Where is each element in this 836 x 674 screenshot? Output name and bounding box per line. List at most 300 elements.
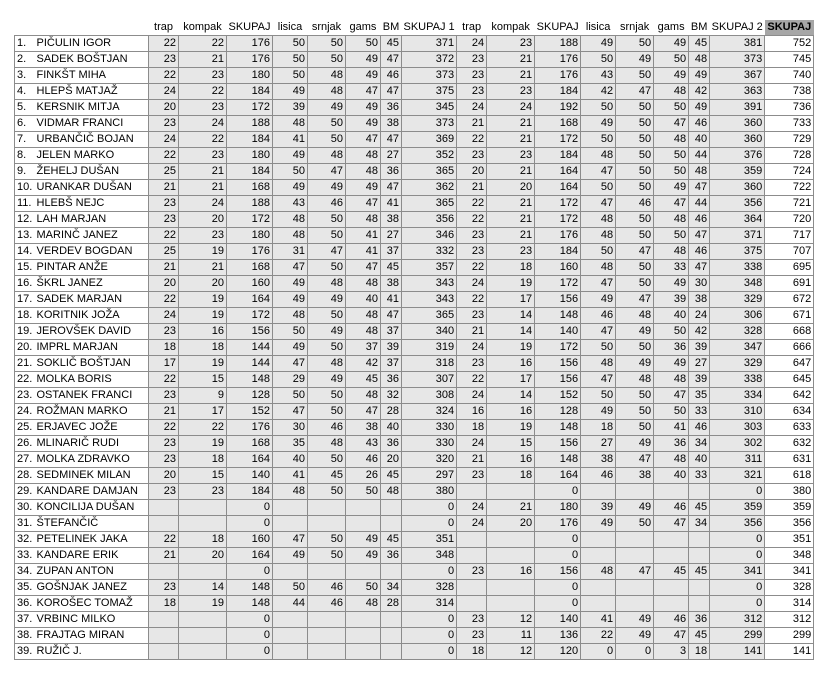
score-cell	[272, 516, 307, 532]
total-cell: 141	[765, 644, 814, 660]
score-cell: 19	[179, 596, 227, 612]
table-row	[15, 548, 814, 564]
score-cell	[307, 628, 345, 644]
score-cell: 23	[487, 36, 535, 52]
score-cell: 40	[272, 452, 307, 468]
score-cell	[380, 516, 401, 532]
score-cell: 356	[710, 516, 765, 532]
score-cell: 50	[616, 420, 654, 436]
score-cell	[654, 484, 689, 500]
rank-cell: 21.	[15, 356, 35, 372]
name-cell: HLEBŠ NEJC	[35, 196, 149, 212]
score-cell: 24	[149, 308, 179, 324]
score-cell: 34	[380, 580, 401, 596]
score-cell: 41	[654, 420, 689, 436]
score-cell: 375	[710, 244, 765, 260]
score-cell: 148	[535, 420, 581, 436]
score-cell: 168	[535, 116, 581, 132]
bm-1-header: BM	[380, 20, 401, 36]
score-cell: 48	[345, 308, 380, 324]
score-cell: 42	[689, 84, 710, 100]
score-cell: 36	[380, 100, 401, 116]
score-cell: 49	[581, 116, 616, 132]
name-cell: ŠTEFANČIČ	[35, 516, 149, 532]
score-cell: 48	[654, 84, 689, 100]
score-cell: 48	[581, 212, 616, 228]
score-cell: 33	[689, 404, 710, 420]
total-cell: 341	[765, 564, 814, 580]
score-cell: 48	[581, 260, 616, 276]
score-cell	[457, 548, 487, 564]
table-row	[15, 164, 814, 180]
score-cell: 128	[227, 388, 273, 404]
score-cell: 19	[487, 340, 535, 356]
score-cell: 48	[345, 276, 380, 292]
score-cell	[149, 612, 179, 628]
score-cell	[581, 484, 616, 500]
score-cell: 35	[689, 388, 710, 404]
score-cell: 45	[689, 36, 710, 52]
score-cell: 20	[179, 548, 227, 564]
score-cell: 0	[535, 548, 581, 564]
skupaj-2-header: SKUPAJ 2	[710, 20, 765, 36]
total-cell: 668	[765, 324, 814, 340]
score-cell: 47	[616, 292, 654, 308]
score-cell: 20	[487, 516, 535, 532]
total-cell: 642	[765, 388, 814, 404]
score-cell: 369	[401, 132, 456, 148]
score-cell: 299	[710, 628, 765, 644]
score-cell: 39	[581, 500, 616, 516]
rank-cell: 37.	[15, 612, 35, 628]
score-cell: 148	[227, 596, 273, 612]
score-cell: 50	[616, 212, 654, 228]
score-cell	[616, 580, 654, 596]
score-cell: 180	[535, 500, 581, 516]
score-cell: 3	[654, 644, 689, 660]
name-cell: JEROVŠEK DAVID	[35, 324, 149, 340]
score-cell: 19	[179, 356, 227, 372]
score-cell: 49	[616, 612, 654, 628]
score-cell: 49	[616, 436, 654, 452]
score-cell: 49	[307, 100, 345, 116]
score-cell: 23	[457, 468, 487, 484]
score-cell: 47	[581, 164, 616, 180]
score-cell: 29	[272, 372, 307, 388]
rank-cell: 7.	[15, 132, 35, 148]
score-cell: 176	[227, 36, 273, 52]
score-cell: 47	[654, 628, 689, 644]
score-cell: 357	[401, 260, 456, 276]
rank-cell: 17.	[15, 292, 35, 308]
rank-cell: 30.	[15, 500, 35, 516]
score-cell	[345, 500, 380, 516]
name-cell: MOLKA ZDRAVKO	[35, 452, 149, 468]
table-row	[15, 324, 814, 340]
score-cell: 47	[380, 132, 401, 148]
score-cell: 0	[227, 564, 273, 580]
name-cell: KANDARE ERIK	[35, 548, 149, 564]
score-cell: 49	[581, 36, 616, 52]
score-cell: 19	[179, 292, 227, 308]
score-cell	[616, 484, 654, 500]
table-row	[15, 452, 814, 468]
score-cell: 22	[457, 260, 487, 276]
score-cell: 144	[227, 340, 273, 356]
score-cell: 36	[654, 436, 689, 452]
lisica-1-header: lisica	[272, 20, 307, 36]
score-cell: 23	[149, 324, 179, 340]
score-cell	[149, 516, 179, 532]
score-cell: 50	[272, 68, 307, 84]
table-row	[15, 68, 814, 84]
score-cell: 25	[149, 164, 179, 180]
total-cell: 745	[765, 52, 814, 68]
score-cell: 37	[345, 340, 380, 356]
total-cell: 632	[765, 436, 814, 452]
score-cell: 50	[307, 404, 345, 420]
score-cell: 49	[345, 68, 380, 84]
score-cell: 15	[487, 436, 535, 452]
score-cell: 49	[345, 548, 380, 564]
score-cell: 38	[380, 116, 401, 132]
score-cell: 18	[149, 340, 179, 356]
rank-cell: 14.	[15, 244, 35, 260]
score-cell: 47	[689, 260, 710, 276]
score-cell: 46	[689, 420, 710, 436]
score-cell: 39	[689, 372, 710, 388]
score-cell: 0	[710, 532, 765, 548]
gams-1-header: gams	[345, 20, 380, 36]
score-cell: 50	[654, 100, 689, 116]
score-cell: 41	[345, 244, 380, 260]
score-cell: 50	[616, 116, 654, 132]
total-cell: 724	[765, 164, 814, 180]
rank-cell: 6.	[15, 116, 35, 132]
score-cell: 356	[401, 212, 456, 228]
score-cell: 18	[179, 452, 227, 468]
score-cell: 47	[616, 452, 654, 468]
score-cell: 19	[179, 244, 227, 260]
score-cell: 0	[581, 644, 616, 660]
score-cell: 50	[616, 68, 654, 84]
name-header	[35, 20, 149, 36]
name-cell: IMPRL MARJAN	[35, 340, 149, 356]
score-cell	[616, 548, 654, 564]
score-cell: 24	[689, 308, 710, 324]
score-cell: 356	[710, 196, 765, 212]
table-row	[15, 260, 814, 276]
score-cell: 14	[487, 388, 535, 404]
score-cell	[272, 612, 307, 628]
score-cell: 48	[272, 308, 307, 324]
trap-2-header: trap	[457, 20, 487, 36]
score-cell: 318	[401, 356, 456, 372]
score-cell: 21	[487, 500, 535, 516]
rank-cell: 5.	[15, 100, 35, 116]
score-cell: 351	[401, 532, 456, 548]
score-cell: 40	[380, 420, 401, 436]
score-cell: 23	[149, 436, 179, 452]
score-cell: 176	[227, 244, 273, 260]
table-row	[15, 180, 814, 196]
score-cell: 23	[457, 84, 487, 100]
score-cell: 24	[457, 516, 487, 532]
score-cell	[272, 644, 307, 660]
score-cell: 18	[179, 532, 227, 548]
name-cell: ZUPAN ANTON	[35, 564, 149, 580]
rank-cell: 13.	[15, 228, 35, 244]
kompak-1-header: kompak	[179, 20, 227, 36]
total-cell: 647	[765, 356, 814, 372]
rank-cell: 1.	[15, 36, 35, 52]
name-cell: SEDMINEK MILAN	[35, 468, 149, 484]
name-cell: ROŽMAN MARKO	[35, 404, 149, 420]
score-cell: 156	[535, 292, 581, 308]
score-cell: 49	[307, 180, 345, 196]
score-cell: 47	[345, 196, 380, 212]
score-cell: 365	[401, 164, 456, 180]
score-cell: 50	[307, 260, 345, 276]
score-cell: 23	[457, 356, 487, 372]
score-cell: 0	[227, 628, 273, 644]
score-cell: 48	[345, 164, 380, 180]
score-cell: 47	[380, 308, 401, 324]
score-cell: 164	[227, 452, 273, 468]
score-cell: 45	[689, 500, 710, 516]
score-cell: 18	[149, 596, 179, 612]
score-cell: 24	[457, 388, 487, 404]
rank-cell: 9.	[15, 164, 35, 180]
score-cell: 40	[689, 452, 710, 468]
score-cell: 330	[401, 420, 456, 436]
table-row	[15, 276, 814, 292]
score-cell: 48	[654, 372, 689, 388]
score-cell	[616, 532, 654, 548]
lisica-2-header: lisica	[581, 20, 616, 36]
score-cell: 45	[307, 468, 345, 484]
score-cell: 36	[380, 164, 401, 180]
total-cell: 752	[765, 36, 814, 52]
score-cell: 321	[710, 468, 765, 484]
score-cell: 49	[654, 180, 689, 196]
score-cell: 50	[272, 52, 307, 68]
score-cell: 23	[149, 452, 179, 468]
score-cell: 22	[179, 420, 227, 436]
score-cell: 50	[654, 404, 689, 420]
score-cell: 22	[149, 228, 179, 244]
total-cell: 720	[765, 212, 814, 228]
name-cell: ERJAVEC JOŽE	[35, 420, 149, 436]
score-cell: 140	[535, 612, 581, 628]
score-cell: 20	[380, 452, 401, 468]
score-cell: 0	[535, 484, 581, 500]
score-cell: 49	[616, 324, 654, 340]
score-cell: 47	[581, 372, 616, 388]
score-cell: 49	[272, 276, 307, 292]
results-table	[14, 20, 814, 660]
total-cell: 645	[765, 372, 814, 388]
score-cell: 43	[272, 196, 307, 212]
score-cell: 49	[581, 292, 616, 308]
score-cell	[581, 596, 616, 612]
name-cell: VRBINC MILKO	[35, 612, 149, 628]
score-cell: 45	[689, 564, 710, 580]
total-cell: 728	[765, 148, 814, 164]
score-cell: 33	[689, 468, 710, 484]
score-cell: 36	[380, 372, 401, 388]
score-cell: 148	[227, 580, 273, 596]
score-cell: 34	[689, 516, 710, 532]
score-cell: 17	[487, 372, 535, 388]
score-cell: 22	[581, 628, 616, 644]
score-cell: 365	[401, 196, 456, 212]
score-cell: 41	[581, 612, 616, 628]
score-cell: 47	[345, 404, 380, 420]
score-cell: 381	[710, 36, 765, 52]
score-cell: 24	[457, 100, 487, 116]
score-cell: 319	[401, 340, 456, 356]
score-cell: 21	[457, 180, 487, 196]
kompak-2-header: kompak	[487, 20, 535, 36]
score-cell: 50	[272, 580, 307, 596]
score-cell: 48	[654, 212, 689, 228]
score-cell: 12	[487, 612, 535, 628]
rank-cell: 38.	[15, 628, 35, 644]
score-cell: 47	[272, 532, 307, 548]
score-cell: 48	[307, 276, 345, 292]
table-row	[15, 628, 814, 644]
score-cell: 38	[616, 468, 654, 484]
score-cell: 172	[227, 308, 273, 324]
score-cell: 48	[616, 372, 654, 388]
score-cell: 49	[689, 68, 710, 84]
name-cell: VIDMAR FRANCI	[35, 116, 149, 132]
score-cell: 307	[401, 372, 456, 388]
total-cell: 721	[765, 196, 814, 212]
score-cell: 22	[457, 212, 487, 228]
score-cell: 49	[307, 324, 345, 340]
score-cell: 50	[616, 260, 654, 276]
score-cell: 47	[654, 516, 689, 532]
score-cell: 22	[457, 292, 487, 308]
score-cell: 16	[487, 564, 535, 580]
score-cell: 324	[401, 404, 456, 420]
score-cell: 140	[227, 468, 273, 484]
score-cell: 26	[345, 468, 380, 484]
score-cell: 49	[654, 68, 689, 84]
rank-cell: 27.	[15, 452, 35, 468]
score-cell: 48	[581, 228, 616, 244]
score-cell: 40	[654, 468, 689, 484]
score-cell: 0	[227, 500, 273, 516]
score-cell	[487, 596, 535, 612]
score-cell	[345, 612, 380, 628]
score-cell: 38	[581, 452, 616, 468]
rank-cell: 31.	[15, 516, 35, 532]
score-cell: 41	[380, 292, 401, 308]
bm-2-header: BM	[689, 20, 710, 36]
score-cell: 15	[179, 372, 227, 388]
name-cell: VERDEV BOGDAN	[35, 244, 149, 260]
score-cell	[654, 532, 689, 548]
score-cell: 21	[149, 180, 179, 196]
score-cell: 24	[457, 340, 487, 356]
score-cell: 14	[487, 308, 535, 324]
score-cell: 148	[227, 372, 273, 388]
score-cell: 148	[535, 452, 581, 468]
score-cell: 49	[272, 292, 307, 308]
score-cell	[654, 596, 689, 612]
score-cell: 16	[487, 404, 535, 420]
rank-cell: 33.	[15, 548, 35, 564]
name-cell: PETELINEK JAKA	[35, 532, 149, 548]
score-cell: 308	[401, 388, 456, 404]
score-cell: 42	[345, 356, 380, 372]
score-cell: 23	[457, 244, 487, 260]
score-cell	[307, 516, 345, 532]
score-cell	[487, 532, 535, 548]
score-cell	[307, 564, 345, 580]
score-cell: 23	[149, 388, 179, 404]
score-cell: 45	[380, 532, 401, 548]
table-row	[15, 228, 814, 244]
score-cell: 22	[179, 36, 227, 52]
score-cell: 48	[345, 324, 380, 340]
score-cell: 14	[179, 580, 227, 596]
score-cell: 19	[487, 420, 535, 436]
rank-cell: 29.	[15, 484, 35, 500]
score-cell: 16	[487, 452, 535, 468]
score-cell: 50	[616, 228, 654, 244]
score-cell: 50	[581, 244, 616, 260]
score-cell: 192	[535, 100, 581, 116]
score-cell	[689, 596, 710, 612]
score-cell: 24	[179, 196, 227, 212]
score-cell: 172	[227, 100, 273, 116]
score-cell: 24	[149, 132, 179, 148]
score-cell: 341	[710, 564, 765, 580]
score-cell: 136	[535, 628, 581, 644]
score-cell: 359	[710, 500, 765, 516]
score-cell	[380, 628, 401, 644]
table-row	[15, 596, 814, 612]
score-cell: 47	[307, 244, 345, 260]
score-cell: 184	[535, 148, 581, 164]
score-cell: 48	[581, 564, 616, 580]
score-cell: 172	[535, 132, 581, 148]
score-cell: 50	[272, 388, 307, 404]
rank-cell: 22.	[15, 372, 35, 388]
score-cell: 50	[616, 164, 654, 180]
score-cell: 0	[401, 564, 456, 580]
score-cell: 25	[149, 244, 179, 260]
score-cell: 47	[380, 84, 401, 100]
score-cell: 303	[710, 420, 765, 436]
total-cell: 634	[765, 404, 814, 420]
score-cell: 14	[487, 324, 535, 340]
score-cell: 346	[401, 228, 456, 244]
score-cell: 46	[307, 596, 345, 612]
score-cell: 152	[227, 404, 273, 420]
score-cell: 48	[654, 244, 689, 260]
score-cell: 22	[149, 532, 179, 548]
gams-2-header: gams	[654, 20, 689, 36]
score-cell: 18	[689, 644, 710, 660]
score-cell: 50	[654, 228, 689, 244]
score-cell: 20	[149, 100, 179, 116]
score-cell: 49	[616, 628, 654, 644]
